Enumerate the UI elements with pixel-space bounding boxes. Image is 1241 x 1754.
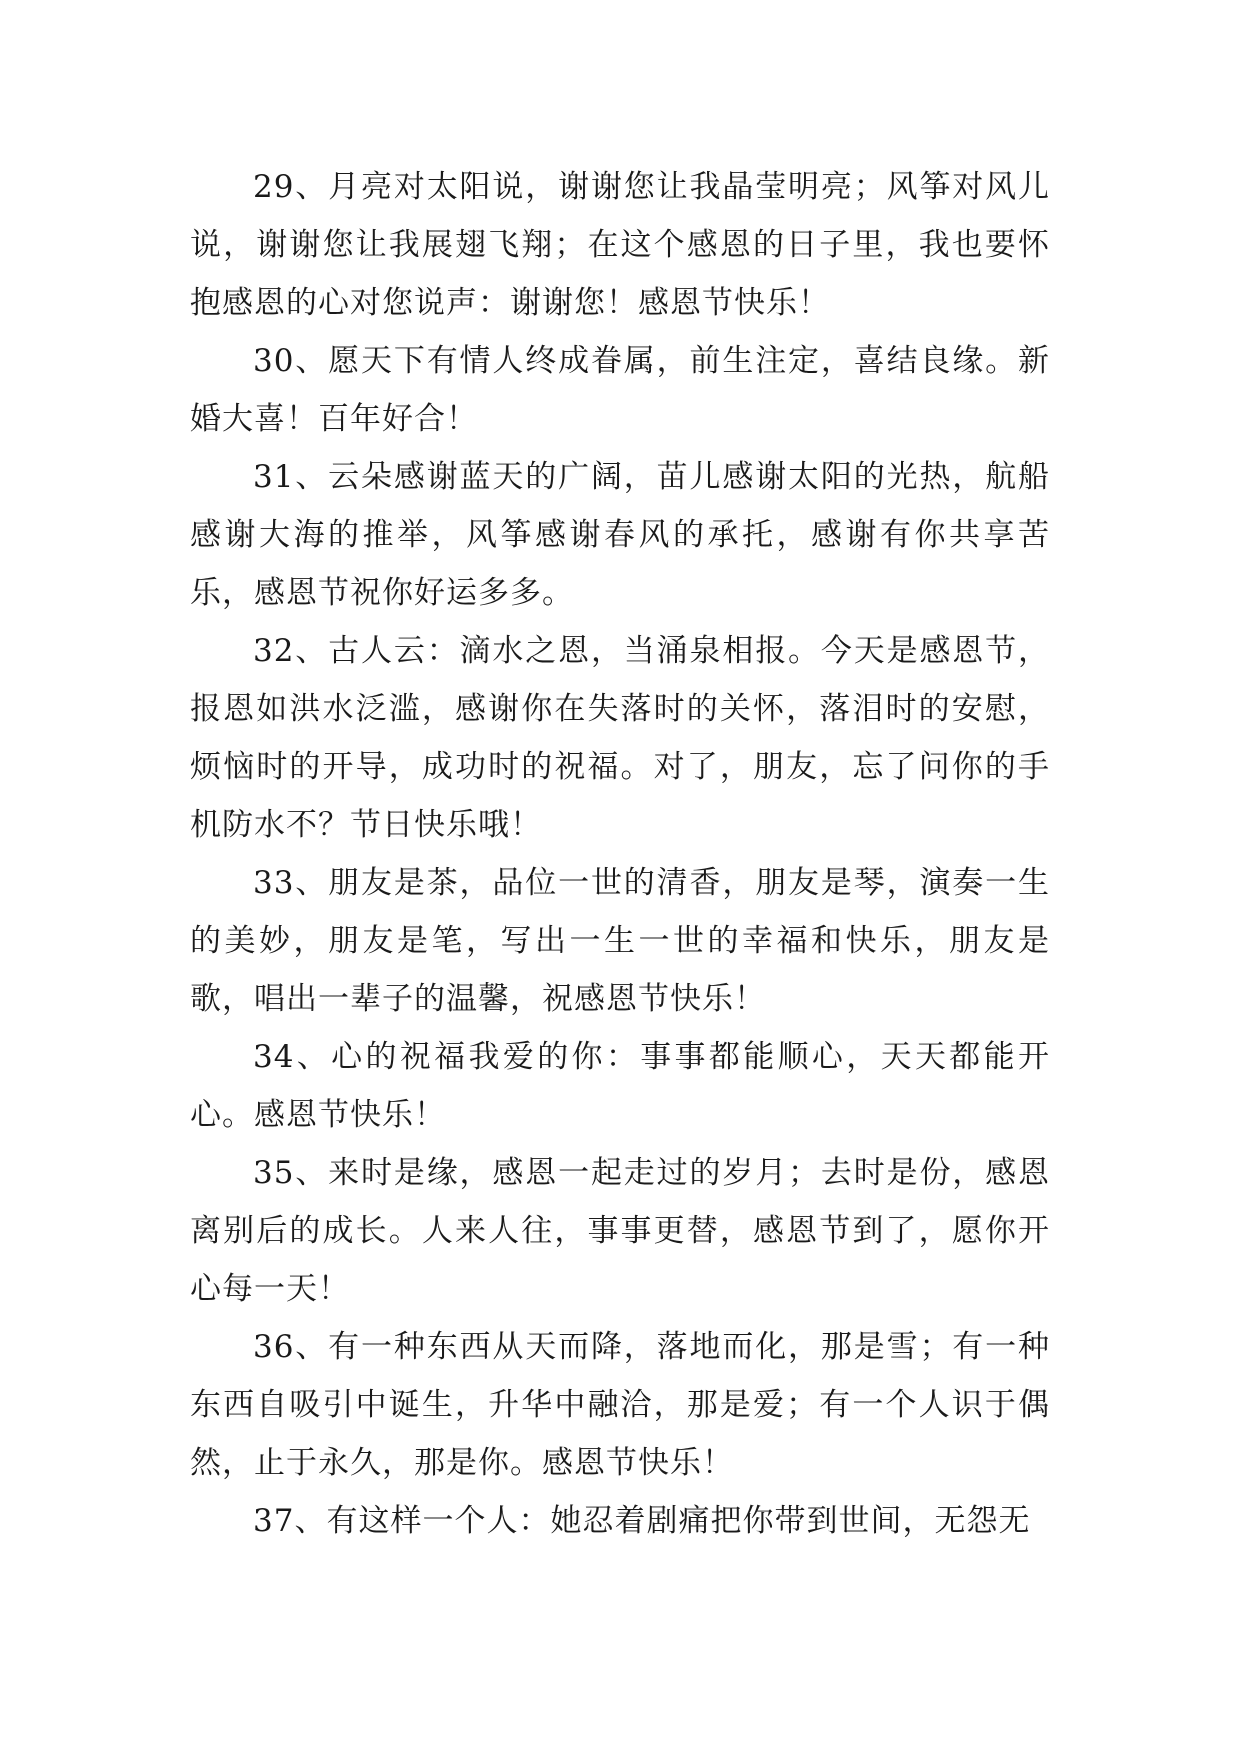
document-body (190, 158, 1050, 1550)
paragraph-31: 31、云朵感谢蓝天的广阔，苗儿感谢太阳的光热，航船感谢大海的推举，风筝感谢春风的承托，感谢有你共享苦乐，感恩节祝你好运多多。 (190, 459, 1050, 611)
paragraph-35: 35、来时是缘，感恩一起走过的岁月；去时是份，感恩离别后的成长。人来人往，事事更替，感恩节到了，愿你开心每一天！ (190, 1155, 1050, 1307)
paragraph-37: 37、有这样一个人：她忍着剧痛把你带到世间，无怨无 (253, 1503, 1031, 1539)
paragraph-36: 36、有一种东西从天而降，落地而化，那是雪；有一种东西自吸引中诞生，升华中融洽，那是爱；有一个人识于偶然，止于永久，那是你。感恩节快乐！ (190, 1329, 1050, 1481)
paragraph-33: 33、朋友是茶，品位一世的清香，朋友是琴，演奏一生的美妙，朋友是笔，写出一生一世的幸福和快乐，朋友是歌，唱出一辈子的温馨，祝感恩节快乐！ (190, 865, 1050, 1017)
paragraph-29: 29、月亮对太阳说，谢谢您让我晶莹明亮；风筝对风儿说，谢谢您让我展翅飞翔；在这个感恩的日子里，我也要怀抱感恩的心对您说声：谢谢您！感恩节快乐！ (190, 169, 1050, 321)
paragraph-32: 32、古人云：滴水之恩，当涌泉相报。今天是感恩节，报恩如洪水泛滥，感谢你在失落时的关怀，落泪时的安慰，烦恼时的开导，成功时的祝福。对了，朋友，忘了问你的手机防水不？节日快乐哦！ (190, 633, 1050, 843)
paragraph-34: 34、心的祝福我爱的你：事事都能顺心，天天都能开心。感恩节快乐！ (190, 1039, 1050, 1133)
paragraph-30: 30、愿天下有情人终成眷属，前生注定，喜结良缘。新婚大喜！百年好合！ (190, 343, 1050, 437)
